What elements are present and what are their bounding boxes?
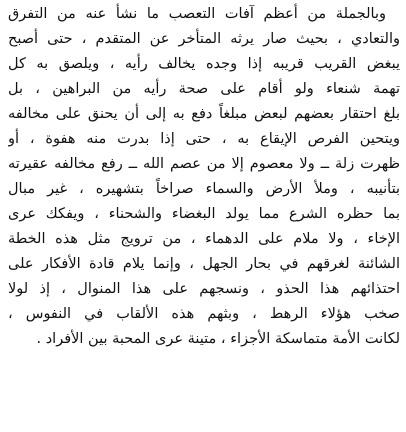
text-line: احتذائهم هذا الحذو ، ونسجهم على هذا المنوال ، إذ لولا: [8, 281, 400, 297]
text-line: ويتحين الفرص الإيقاع به ، حتى إذا بدرت منه هفوة ، أو: [8, 131, 400, 147]
text-line: بتأنيبه ، وملأ الأرض والسماء صراخاً بتشهيره ، غير مبال: [8, 181, 400, 197]
text-line: الشائنة لغرقهم في بحار الجهل ، وإنما يلام قادة الأفكار على: [8, 256, 400, 272]
text-line: بلغ احتقار بعضهم لبعض مبلغاً دفع به إلى أن يحنق على مخالفه: [8, 106, 400, 122]
text-line: بما حظره الشرع مما يولد البغضاء والشحناء ، ويفكك عرى: [8, 206, 400, 222]
text-line: صخب هؤلاء الرهط ، وبثهم هذه الألقاب في النفوس ،: [8, 306, 400, 322]
text-line: وبالجملة من أعظم آفات التعصب ما نشأ عنه من التفرق: [8, 6, 386, 22]
text-line: يبغض القريب قريبه إذا وجده يخالف رأيه ، ويلصق به كل: [8, 56, 400, 72]
text-line: ظهرت زلة ــ ولا معصوم إلا من عصم الله ــ رفع مخالفه عقيرته: [8, 156, 400, 172]
text-line: تهمة شنعاء ولو أقام على صحة رأيه من البراهين ، بل: [8, 81, 400, 97]
text-line: والتعادي ، بحيث صار يرثه المتأخر عن المتقدم ، حتى أصبح: [8, 31, 400, 47]
text-paragraph: [8, 2, 400, 352]
document-page: [8, 2, 400, 428]
text-line: لكانت الأمة متماسكة الأجزاء ، متينة عرى المحبة بين الأفراد .: [36, 331, 400, 347]
text-line: الإخاء ، ولا ملام على الدهماء ، من ترويج مثل هذه الخطة: [8, 231, 400, 247]
